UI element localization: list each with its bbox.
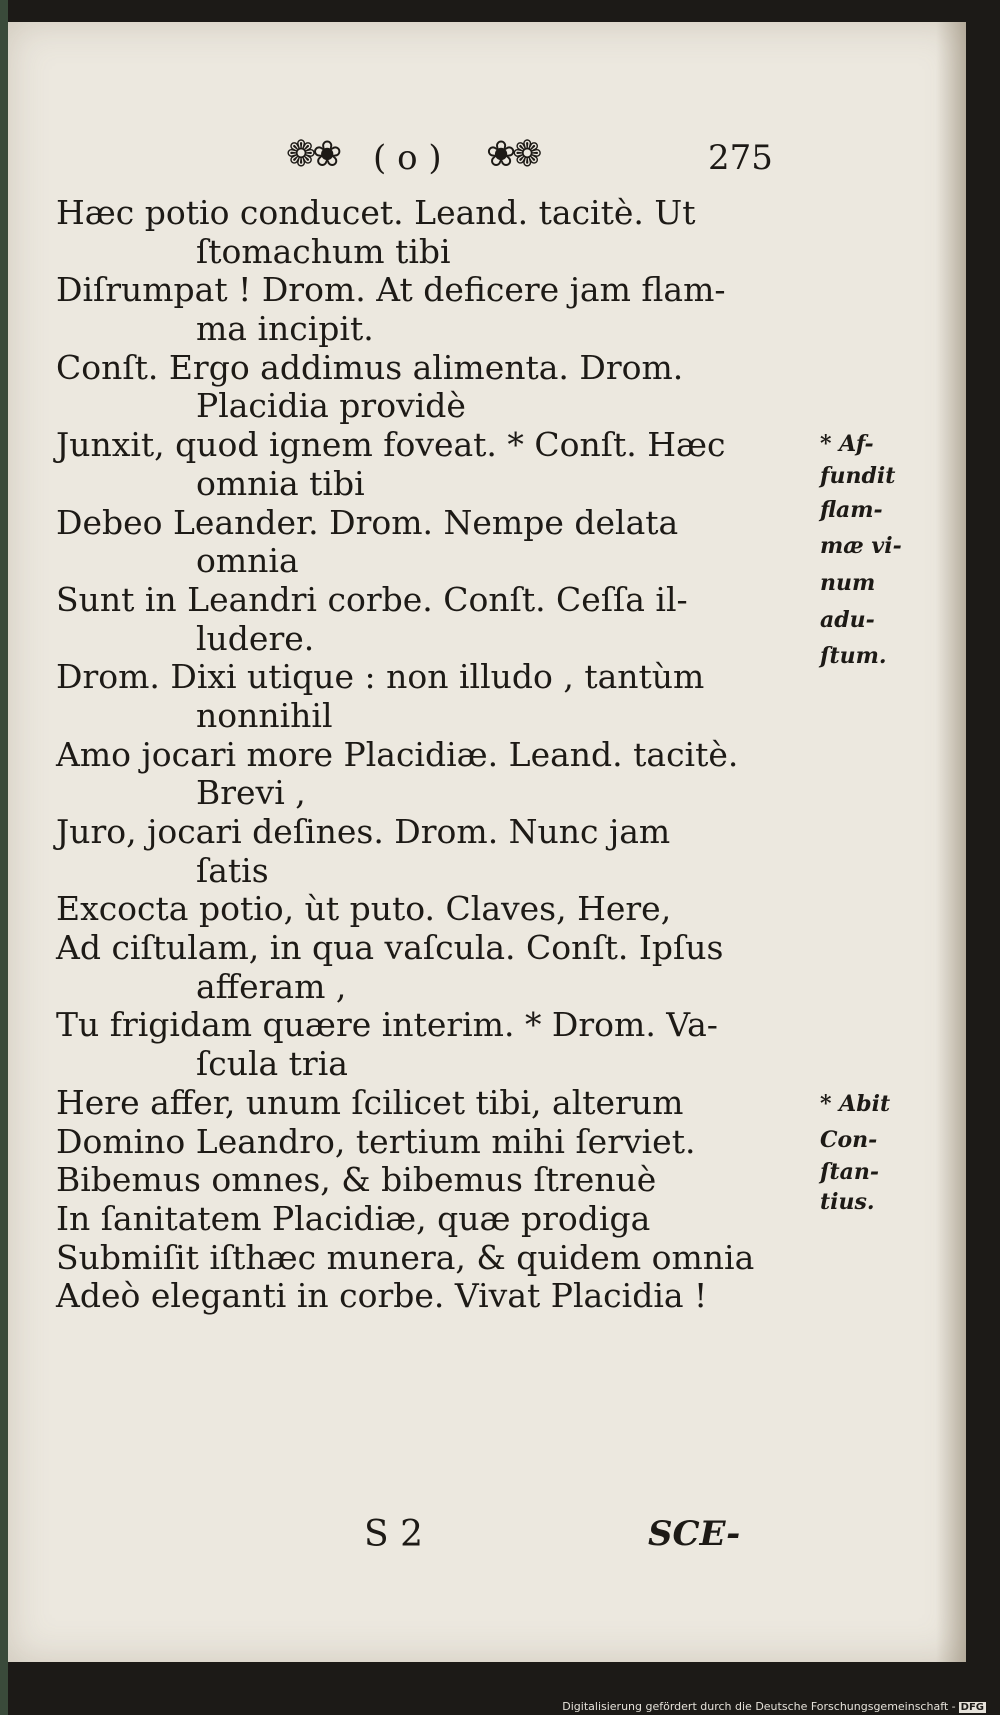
text-line: nonnihil [196,695,333,735]
text-line: Diſrumpat ! Drom. At deficere jam flam- [56,270,726,310]
catchword: SCE- [648,1514,741,1554]
book-page [8,22,966,1662]
text-line: Sunt in Leandri corbe. Conſt. Ceſſa il- [56,579,688,619]
ornament-left: ❁❀ [286,134,339,175]
ornament-right: ❀❁ [486,134,539,175]
dfg-logo: DFG [960,1702,984,1713]
text-line: Domino Leandro, tertium mihi ſerviet. [56,1121,696,1161]
margin-note-line: mæ vi- [820,533,902,559]
text-line: ſtomachum tibi [196,231,451,271]
text-line: afferam , [196,966,347,1006]
margin-note-line: fundit [820,463,896,489]
text-line: Hæc potio conducet. Leand. tacitè. Ut [56,193,696,232]
margin-note-line: ſtan- [820,1159,880,1185]
text-line: Here affer, unum ſcilicet tibi, alterum [56,1082,684,1122]
text-line: Debeo Leander. Drom. Nempe delata [56,502,679,542]
text-line: Brevi , [196,773,306,813]
text-line: ma incipit. [196,309,374,349]
text-line: Conſt. Ergo addimus alimenta. Drom. [56,347,684,387]
text-line: Excocta potio, ùt puto. Claves, Here, [56,889,672,929]
header-label: ( o ) [373,138,442,178]
text-line: Amo jocari more Placidiæ. Leand. tacitè. [56,734,739,774]
text-line: Junxit, quod ignem foveat. * Conſt. Hæc [56,425,726,465]
credit-text: Digitalisierung gefördert durch die Deutsche Forschungsgemeinschaft - [562,1700,956,1713]
text-line: Tu frigidam quære interim. * Drom. Va- [56,1005,718,1045]
text-line: Submiſit iſthæc munera, & quidem omnia [56,1237,755,1277]
text-line: Juro, jocari deſines. Drom. Nunc jam [56,812,671,851]
text-line: Placidia providè [196,386,466,426]
margin-note-line: tius. [820,1189,875,1215]
text-line: Bibemus omnes, & bibemus ſtrenuè [56,1160,657,1200]
margin-note-line: * Af- [820,431,874,457]
margin-note-line: flam- [820,497,883,523]
digitization-credit [562,1700,986,1713]
margin-note-line: * Abit [820,1091,891,1117]
page-header [8,134,966,182]
margin-note-line: num [820,570,876,596]
signature-mark: S 2 [364,1514,424,1555]
verse-text [56,193,902,1316]
page-number: 275 [708,138,773,178]
text-line: Drom. Dixi utique : non illudo , tantùm [56,657,705,697]
text-line: Ad ciſtulam, in qua vaſcula. Conſt. Ipſus [56,928,724,968]
scan-edge [0,0,8,1715]
page-footer [8,1514,966,1558]
text-line: In ſanitatem Placidiæ, quæ prodiga [56,1198,651,1238]
text-line: Adeò eleganti in corbe. Vivat Placidia ! [56,1276,708,1316]
text-line: ſatis [196,850,269,890]
text-line: ludere. [196,618,315,658]
text-line: ſcula tria [196,1044,348,1084]
margin-note-line: ſtum. [820,643,887,669]
margin-note-line: adu- [820,607,875,633]
margin-note-line: Con- [820,1127,878,1153]
text-line: omnia tibi [196,463,365,503]
text-line: omnia [196,541,299,581]
